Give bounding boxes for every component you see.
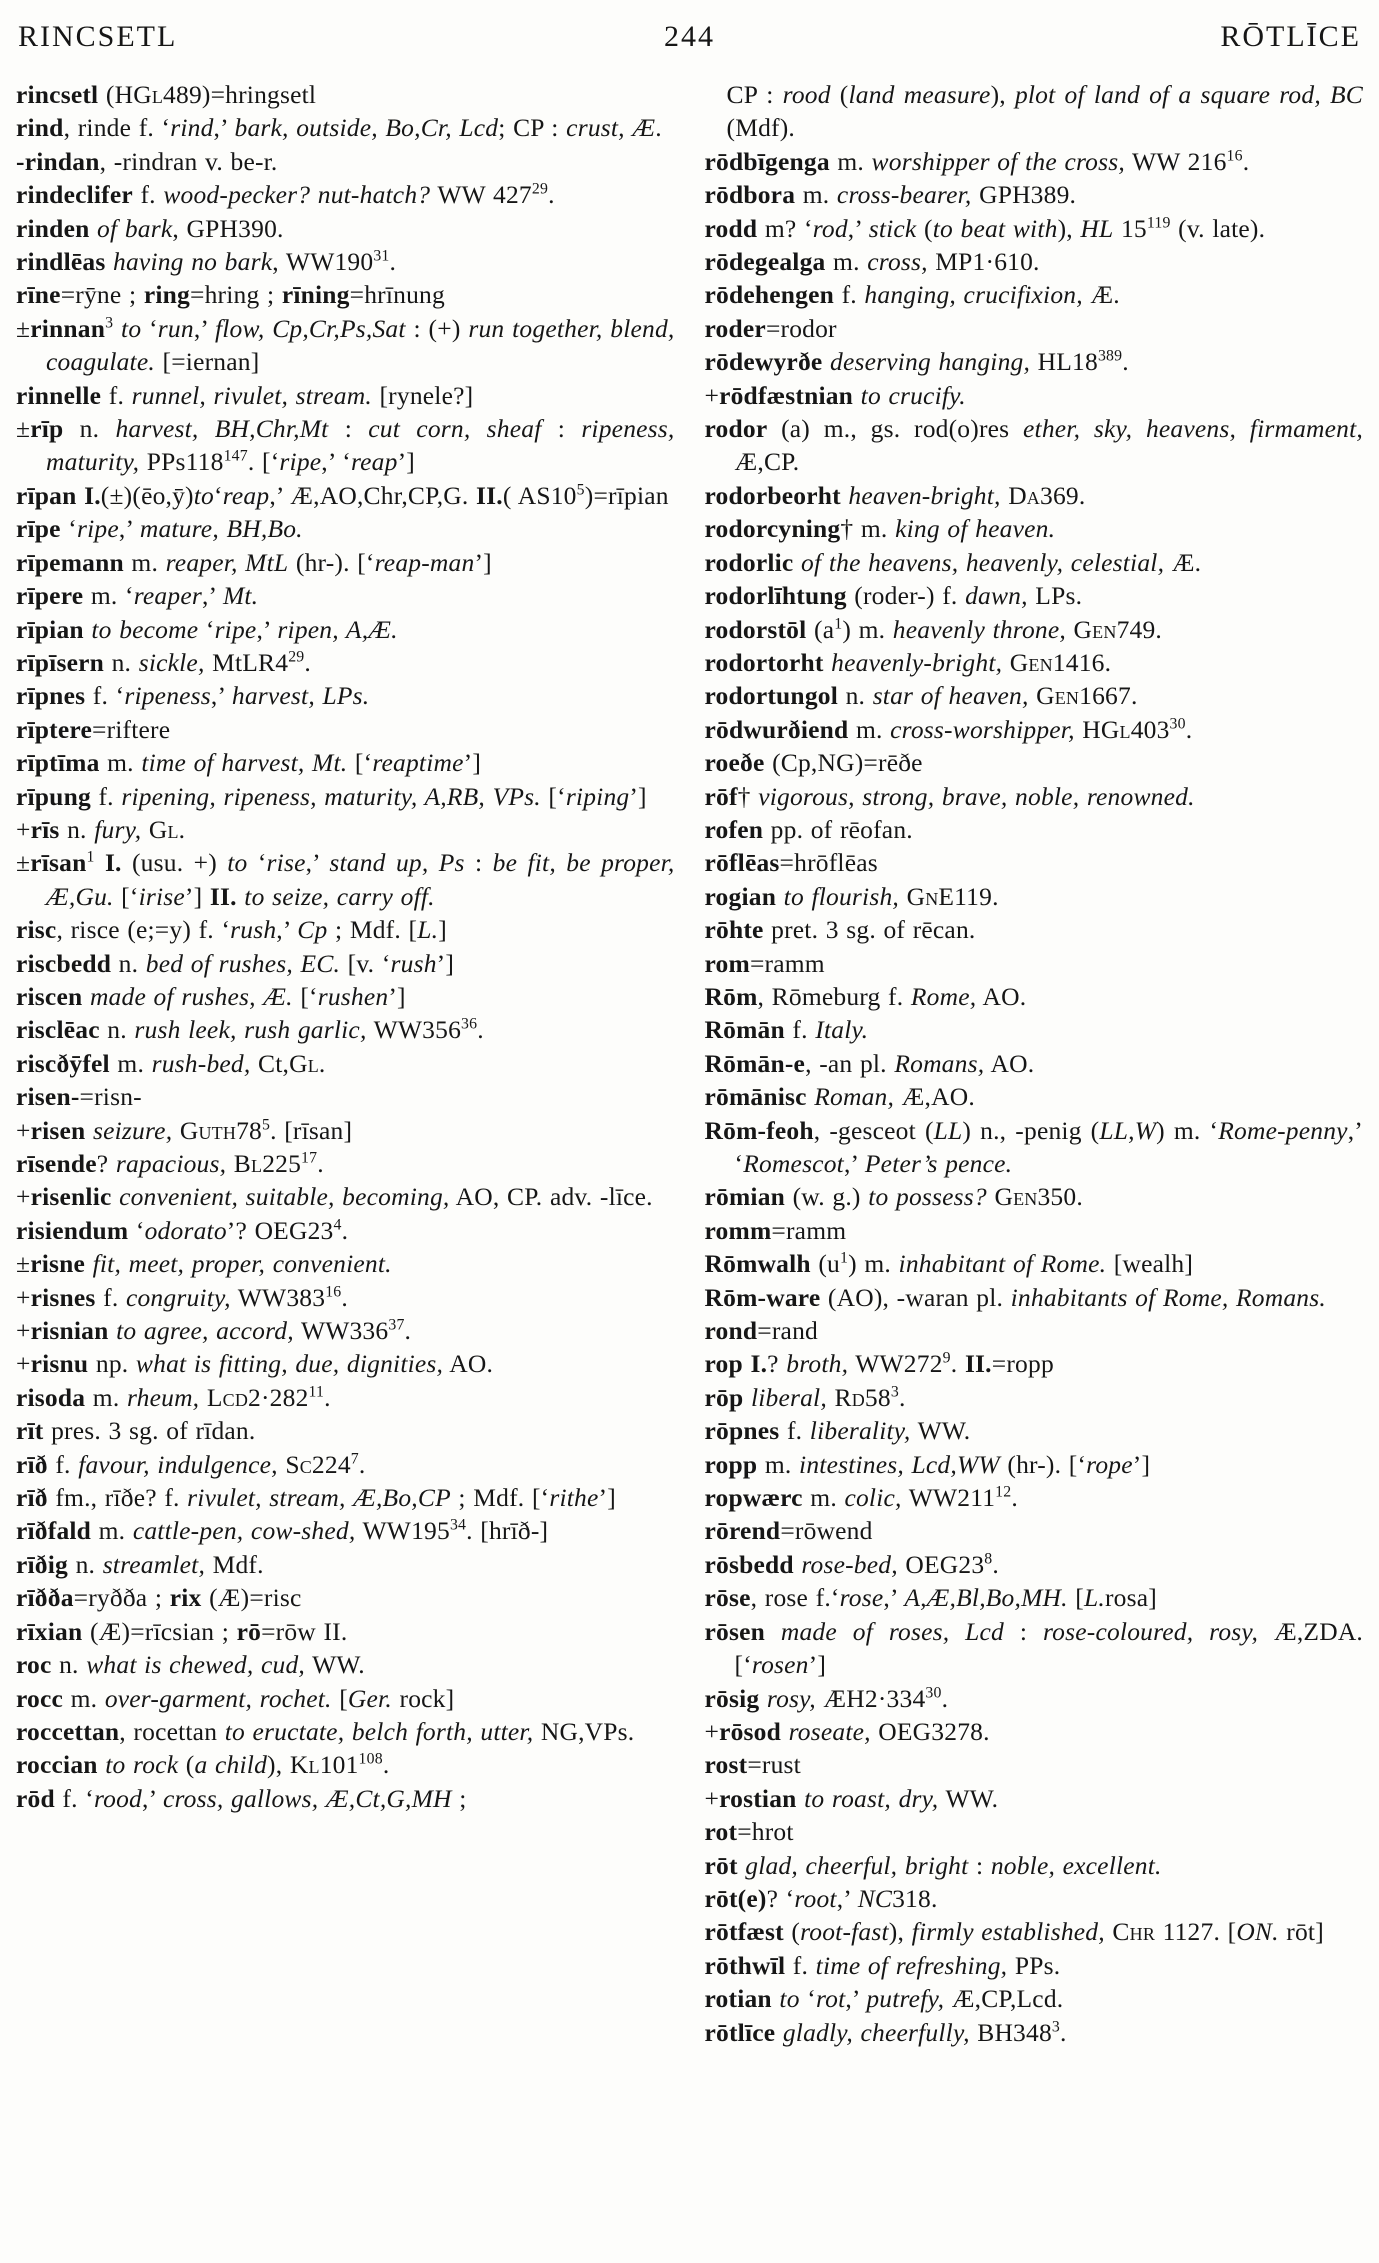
- dictionary-entry: rīsende? rapacious, $Bl225^{17}$.: [16, 1149, 324, 1178]
- dictionary-entry: rinden of bark, GPH390.: [16, 213, 284, 243]
- dictionary-entry: rīpere m. ‘reaper,’ Mt.: [16, 581, 259, 611]
- dictionary-entry: rinnelle f. runnel, rivulet, stream. [rynele?]: [16, 380, 474, 410]
- dictionary-entry: rōsig rosy, $ÆH2\cdot 334^{30}$.: [704, 1683, 949, 1713]
- dictionary-entry: rōtfæst (root-fast), firmly established, Chr 1127. [ON. rōt]: [704, 1917, 1324, 1947]
- dictionary-entry: rodd m? ‘rod,’ stick (to beat with), HL $15^{119}$ (v. late).: [704, 213, 1266, 243]
- dictionary-entry: rīpian to become ‘ripe,’ ripen, A,Æ.: [16, 614, 398, 644]
- dictionary-entry: rōd f. ‘rood,’ cross, gallows, Æ,Ct,G,MH ;: [16, 1783, 467, 1813]
- dictionary-entry: rōdegealga m. cross, MP1·610.: [704, 247, 1040, 277]
- dictionary-entry: rindlēas having no bark, $WW190^{31}$.: [16, 247, 397, 277]
- dictionary-entry: rōpnes f. liberality, WW.: [704, 1416, 971, 1446]
- page-header: [16, 14, 1363, 68]
- dictionary-entry: risiendum ‘odorato’? $OEG23^4$.: [16, 1215, 349, 1245]
- dictionary-entry: rogian to flourish, GnE119.: [704, 881, 999, 911]
- dictionary-entry: risoda m. rheum, $Lcd2\cdot 282^{11}$.: [16, 1382, 331, 1412]
- dictionary-entry: rōt(e)? ‘root,’ NC318.: [704, 1883, 938, 1913]
- dictionary-entry: rīt pres. 3 sg. of rīdan.: [16, 1416, 256, 1446]
- dictionary-entry: rōt glad, cheerful, bright : noble, excellent.: [704, 1850, 1162, 1880]
- dictionary-entry: +risenlic convenient, suitable, becoming, AO, CP. adv. -līce.: [16, 1182, 653, 1212]
- dictionary-entry: rodorcyning† m. king of heaven.: [704, 514, 1056, 544]
- dictionary-entry: rom=ramm: [704, 948, 825, 978]
- dictionary-entry: roder=rodor: [704, 313, 837, 343]
- dictionary-entry: rodortorht heavenly-bright, Gen1416.: [704, 647, 1112, 677]
- dictionary-entry: rocc m. over-garment, rochet. [Ger. rock]: [16, 1683, 455, 1713]
- dictionary-entry: rōrend=rōwend: [704, 1516, 873, 1546]
- dictionary-entry: -rindan, -rindran v. be-r.: [16, 146, 278, 176]
- dictionary-entry: Rōm-feoh, -gesceot (LL) n., -penig (LL,W) m. ‘Rome-penny,’ ‘Romescot,’ Peter’s pence.: [704, 1115, 1363, 1178]
- page-number: 244: [664, 20, 715, 53]
- dictionary-entry: +rōdfæstnian to crucify.: [704, 380, 966, 410]
- dictionary-entry: rīptere=riftere: [16, 714, 171, 744]
- dictionary-entry: rōdwurðiend m. cross-worshipper, $HGl403^{30}$.: [704, 714, 1193, 744]
- dictionary-entry: rōp liberal, $Rd58^3$.: [704, 1382, 906, 1412]
- dictionary-entry: rīxian (Æ)=rīcsian ; rō=rōw II.: [16, 1616, 348, 1646]
- dictionary-entry: rīpemann m. reaper, MtL (hr-). [‘reap-man’]: [16, 547, 492, 577]
- dictionary-entry: rōf† vigorous, strong, brave, noble, renowned.: [704, 781, 1195, 811]
- dictionary-entry: +rīs n. fury, Gl.: [16, 814, 186, 844]
- dictionary-entry: romm=ramm: [704, 1215, 847, 1245]
- dictionary-entry: rodortungol n. star of heaven, Gen1667.: [704, 681, 1138, 711]
- dictionary-entry: rot=hrot: [704, 1817, 794, 1847]
- dictionary-entry: Rōmān-e, -an pl. Romans, AO.: [704, 1048, 1035, 1078]
- dictionary-entry: riscen made of rushes, Æ. [‘rushen’]: [16, 981, 406, 1011]
- dictionary-entry: +risnu np. what is fitting, due, dignities, AO.: [16, 1349, 494, 1379]
- dictionary-entry: rost=rust: [704, 1750, 801, 1780]
- dictionary-entry: rindeclifer f. wood-pecker? nut-hatch? WW $427^{29}$.: [16, 180, 555, 210]
- dictionary-entry: risen-=risn-: [16, 1082, 142, 1112]
- dictionary-entry: rīðða=ryðða ; rix (Æ)=risc: [16, 1583, 302, 1613]
- dictionary-entry: rīpan I.(±)(ēo,ȳ)to‘reap,’ Æ,AO,Chr,CP,G. II.( $AS10^5)=rīpian$: [16, 480, 669, 510]
- dictionary-entry: rotian to ‘rot,’ putrefy, Æ,CP,Lcd.: [704, 1984, 1064, 2014]
- dictionary-entry: rīðfald m. cattle-pen, cow-shed, $WW195^{34}$. [hrīð-]: [16, 1516, 549, 1546]
- dictionary-entry: roc n. what is chewed, cud, WW.: [16, 1650, 365, 1680]
- dictionary-entry: rōflēas=hrōflēas: [704, 848, 878, 878]
- dictionary-entry: rōdbīgenga m. worshipper of the cross, WW $216^{16}$.: [704, 146, 1250, 176]
- dictionary-entry: rind, rinde f. ‘rind,’ bark, outside, Bo,Cr, Lcd; CP : crust, Æ.: [16, 113, 662, 143]
- dictionary-entry: +rostian to roast, dry, WW.: [704, 1783, 999, 1813]
- dictionary-entry: +rōsod roseate, OEG3278.: [704, 1716, 990, 1746]
- dictionary-entry: rōdewyrðe deserving hanging, $HL18^{389}$.: [704, 347, 1129, 377]
- dictionary-entry: +risen seizure, $Guth78^5$. [rīsan]: [16, 1115, 353, 1145]
- dictionary-entry: rōmian (w. g.) to possess? Gen350.: [704, 1182, 1083, 1212]
- dictionary-entry: rīð fm., rīðe? f. rivulet, stream, Æ,Bo,CP ; Mdf. [‘rithe’]: [16, 1483, 616, 1513]
- dictionary-entry: rōhte pret. 3 sg. of rēcan.: [704, 915, 976, 945]
- dictionary-entry: rodorstōl $(a^1)$ m. heavenly throne, Gen749.: [704, 614, 1162, 644]
- dictionary-entry: rōdbora m. cross-bearer, GPH389.: [704, 180, 1077, 210]
- dictionary-entry: risclēac n. rush leek, rush garlic, $WW356^{36}$.: [16, 1015, 484, 1045]
- dictionary-entry: rop I.? broth, $WW272^9$. II.=ropp: [704, 1349, 1054, 1379]
- dictionary-entry: rodor (a) m., gs. rod(o)res ether, sky, heavens, firmament, Æ,CP.: [704, 414, 1363, 477]
- dictionary-entry: rodorlic of the heavens, heavenly, celestial, Æ.: [704, 547, 1202, 577]
- dictionary-entry: rōtlīce gladly, cheerfully, $BH348^3$.: [704, 2017, 1067, 2047]
- dictionary-entry: rodorlīhtung (roder-) f. dawn, LPs.: [704, 581, 1083, 611]
- dictionary-entry: riscðȳfel m. rush-bed, Ct,Gl.: [16, 1048, 326, 1078]
- dictionary-entry: ±rīp n. harvest, BH,Chr,Mt : cut corn, sheaf : ripeness, maturity, $PPs118^{147}$. [‘ripe,’ ‘reap’]: [16, 414, 675, 477]
- running-head-right: RŌTLĪCE: [1220, 20, 1361, 53]
- dictionary-entry: rīðig n. streamlet, Mdf.: [16, 1549, 264, 1579]
- dictionary-entry: rōthwīl f. time of refreshing, PPs.: [704, 1950, 1061, 1980]
- dictionary-entry: roccian to rock (a child), $Kl101^{108}$.: [16, 1750, 390, 1780]
- dictionary-entry: CP : rood (land measure), plot of land of a square rod, BC (Mdf).: [726, 80, 1363, 143]
- dictionary-entry: +risnes f. congruity, $WW383^{16}$.: [16, 1282, 348, 1312]
- dictionary-entry: rīne=rȳne ; ring=hring ; rīning=hrīnung: [16, 280, 445, 310]
- dictionary-entry: rofen pp. of rēofan.: [704, 814, 913, 844]
- dictionary-entry: Rōmān f. Italy.: [704, 1015, 869, 1045]
- dictionary-entry: ±rīsan$^1$ I. (usu. +) to ‘rise,’ stand up, Ps : be fit, be proper, Æ,Gu. [‘irise’] II. to seize, carry off.: [16, 848, 675, 911]
- dictionary-entry: rodorbeorht heaven-bright, Da369.: [704, 480, 1086, 510]
- dictionary-entry: rīpīsern n. sickle, $MtLR4^{29}$.: [16, 647, 311, 677]
- running-head-left: RINCSETL: [18, 20, 178, 53]
- dictionary-entry: ±risne fit, meet, proper, convenient.: [16, 1249, 392, 1279]
- dictionary-entry: rīpe ‘ripe,’ mature, BH,Bo.: [16, 514, 303, 544]
- dictionary-entry: rōsbedd rose-bed, $OEG23^8$.: [704, 1549, 999, 1579]
- dictionary-entry: rīpung f. ripening, ripeness, maturity, A,RB, VPs. [‘riping’]: [16, 781, 647, 811]
- dictionary-entry: Rōmwalh $(u^1)$ m. inhabitant of Rome. [wealh]: [704, 1249, 1194, 1279]
- dictionary-entry: rōsen made of roses, Lcd : rose-coloured, rosy, Æ,ZDA. [‘rosen’]: [704, 1616, 1364, 1680]
- text-columns: [16, 78, 1363, 2049]
- right-column: [705, 78, 1364, 2049]
- left-column: [16, 78, 675, 2049]
- dictionary-entry: rīpnes f. ‘ripeness,’ harvest, LPs.: [16, 681, 370, 711]
- dictionary-entry: rōse, rose f.‘rose,’ A,Æ,Bl,Bo,MH. [L.rosa]: [704, 1583, 1157, 1613]
- dictionary-entry: risc, risce (e;=y) f. ‘rush,’ Cp ; Mdf. [L.]: [16, 915, 447, 945]
- dictionary-entry: rōmānisc Roman, Æ,AO.: [704, 1082, 975, 1112]
- dictionary-entry: rīð f. favour, indulgence, $Sc224^7$.: [16, 1449, 366, 1479]
- dictionary-entry: riscbedd n. bed of rushes, EC. [v. ‘rush’]: [16, 948, 455, 978]
- dictionary-entry: roccettan, rocettan to eructate, belch forth, utter, NG,VPs.: [16, 1716, 635, 1746]
- dictionary-entry: Rōm, Rōmeburg f. Rome, AO.: [704, 981, 1027, 1011]
- dictionary-entry: ±rinnan$^3$ to ‘run,’ flow, Cp,Cr,Ps,Sat : (+) run together, blend, coagulate. [=iernan]: [16, 313, 675, 377]
- dictionary-entry: rīptīma m. time of harvest, Mt. [‘reaptime’]: [16, 748, 482, 778]
- dictionary-entry: +risnian to agree, accord, $WW336^{37}$.: [16, 1316, 412, 1346]
- dictionary-entry: ropp m. intestines, Lcd,WW (hr-). [‘rope’]: [704, 1449, 1151, 1479]
- dictionary-entry: rincsetl (HGl489)=hringsetl: [16, 80, 317, 109]
- dictionary-entry: roeðe (Cp,NG)=rēðe: [704, 748, 923, 778]
- dictionary-entry: rōdehengen f. hanging, crucifixion, Æ.: [704, 280, 1120, 310]
- dictionary-entry: rond=rand: [704, 1316, 818, 1346]
- dictionary-entry: Rōm-ware (AO), -waran pl. inhabitants of Rome, Romans.: [704, 1282, 1326, 1312]
- dictionary-entry: ropwærc m. colic, $WW211^{12}$.: [704, 1483, 1018, 1513]
